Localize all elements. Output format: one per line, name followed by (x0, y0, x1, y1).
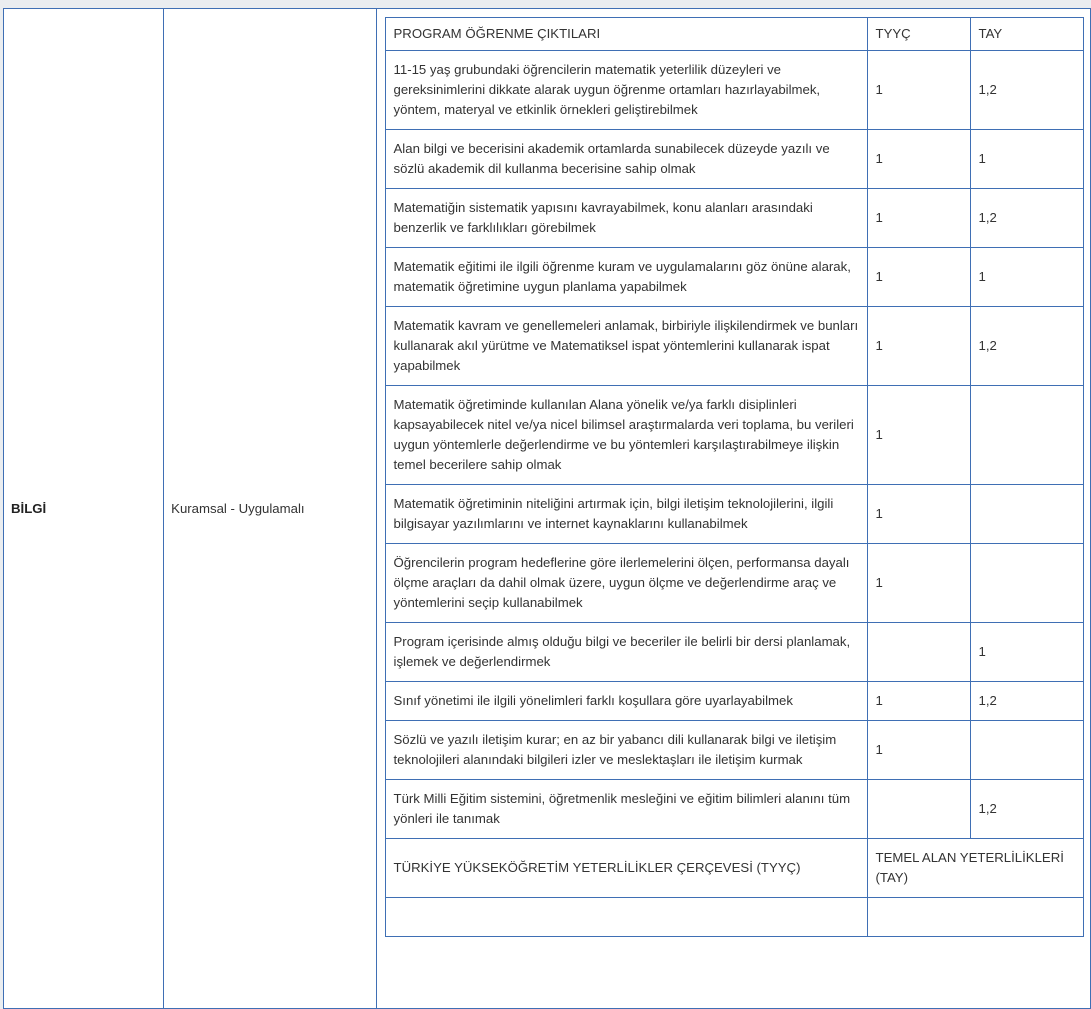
outcome-text: Sınıf yönetimi ile ilgili yönelimleri farklı koşullara göre uyarlayabilmek (385, 682, 867, 721)
tyyc-value: 1 (867, 51, 970, 130)
table-row (385, 130, 1083, 189)
tay-value: 1,2 (970, 307, 1083, 386)
table-row (385, 51, 1083, 130)
outcome-text: Türk Milli Eğitim sistemini, öğretmenlik mesleğini ve eğitim bilimleri alanını tüm yönleri ile tanımak (385, 780, 867, 839)
outcome-text: Matematik öğretiminde kullanılan Alana yönelik ve/ya farklı disiplinleri kapsayabilecek nitel ve/ya nicel bilimsel araştırmalarda veri toplama, bu verileri uygun yöntemlerle değerlendirme ve bu yöntemleri karşılaştırabilmeye ilişkin temel becerilere sahip olmak (385, 386, 867, 485)
tay-value: 1 (970, 623, 1083, 682)
header-outcomes: PROGRAM ÖĞRENME ÇIKTILARI (385, 18, 867, 51)
table-footer-row (385, 839, 1083, 898)
tyyc-value: 1 (867, 721, 970, 780)
table-row (385, 682, 1083, 721)
empty-cell (385, 898, 867, 937)
tyyc-value (867, 780, 970, 839)
tay-value: 1 (970, 130, 1083, 189)
table-row (385, 189, 1083, 248)
table-row (385, 898, 1083, 937)
table-row (385, 544, 1083, 623)
tyyc-value: 1 (867, 307, 970, 386)
tay-value (970, 386, 1083, 485)
header-tay: TAY (970, 18, 1083, 51)
tyyc-value: 1 (867, 386, 970, 485)
outcome-text: Sözlü ve yazılı iletişim kurar; en az bir yabancı dili kullanarak bilgi ve iletişim teknolojileri alanındaki bilgileri izler ve meslektaşları ile iletişim kurmak (385, 721, 867, 780)
tay-value: 1,2 (970, 51, 1083, 130)
table-row (385, 721, 1083, 780)
outcome-text: Matematik eğitimi ile ilgili öğrenme kuram ve uygulamalarını göz önüne alarak, matematik öğretimine uygun planlama yapabilmek (385, 248, 867, 307)
footer-tyyc-title: TÜRKİYE YÜKSEKÖĞRETİM YETERLİLİKLER ÇERÇEVESİ (TYYÇ) (385, 839, 867, 898)
outcome-text: Öğrencilerin program hedeflerine göre ilerlemelerini ölçen, performansa dayalı ölçme araçları da dahil olmak üzere, uygun ölçme ve değerlendirme araç ve yöntemlerini seçip kullanabilmek (385, 544, 867, 623)
learning-outcomes-table (385, 17, 1084, 937)
table-row (385, 307, 1083, 386)
tay-value (970, 544, 1083, 623)
competency-outer-table (3, 8, 1091, 1009)
table-row (385, 780, 1083, 839)
tyyc-value: 1 (867, 248, 970, 307)
outcome-text: Matematik öğretiminin niteliğini artırmak için, bilgi iletişim teknolojilerini, ilgili bilgisayar yazılımlarını ve internet kaynaklarını kullanabilmek (385, 485, 867, 544)
footer-tay-title: TEMEL ALAN YETERLİLİKLERİ (TAY) (867, 839, 1083, 898)
outcomes-cell (376, 9, 1090, 1009)
tay-value: 1,2 (970, 780, 1083, 839)
tyyc-value (867, 623, 970, 682)
tyyc-value: 1 (867, 485, 970, 544)
table-header-row (385, 18, 1083, 51)
tay-value: 1,2 (970, 189, 1083, 248)
outcome-text: Program içerisinde almış olduğu bilgi ve beceriler ile belirli bir dersi planlamak, işlemek ve değerlendirmek (385, 623, 867, 682)
table-row (385, 623, 1083, 682)
table-row (385, 485, 1083, 544)
outcome-text: Matematik kavram ve genellemeleri anlamak, birbiriyle ilişkilendirmek ve bunları kullanarak akıl yürütme ve Matematiksel ispat yöntemlerini kullanarak ispat yapabilmek (385, 307, 867, 386)
header-tyyc: TYYÇ (867, 18, 970, 51)
outcome-text: Alan bilgi ve becerisini akademik ortamlarda sunabilecek düzeyde yazılı ve sözlü akademik dil kullanma becerisine sahip olmak (385, 130, 867, 189)
tyyc-value: 1 (867, 130, 970, 189)
tyyc-value: 1 (867, 544, 970, 623)
outcome-text: 11-15 yaş grubundaki öğrencilerin matematik yeterlilik düzeyleri ve gereksinimlerini dikkate alarak uygun öğrenme ortamları hazırlayabilmek, yöntem, materyal ve etkinlik örnekleri geliştirebilmek (385, 51, 867, 130)
tay-value: 1 (970, 248, 1083, 307)
tay-value (970, 721, 1083, 780)
tyyc-value: 1 (867, 682, 970, 721)
category-cell: BİLGİ (4, 9, 164, 1009)
empty-cell (867, 898, 1083, 937)
type-cell: Kuramsal - Uygulamalı (164, 9, 376, 1009)
outcome-text: Matematiğin sistematik yapısını kavrayabilmek, konu alanları arasındaki benzerlik ve farklılıkları görebilmek (385, 189, 867, 248)
tay-value: 1,2 (970, 682, 1083, 721)
tyyc-value: 1 (867, 189, 970, 248)
table-row (385, 248, 1083, 307)
table-row (385, 386, 1083, 485)
tay-value (970, 485, 1083, 544)
